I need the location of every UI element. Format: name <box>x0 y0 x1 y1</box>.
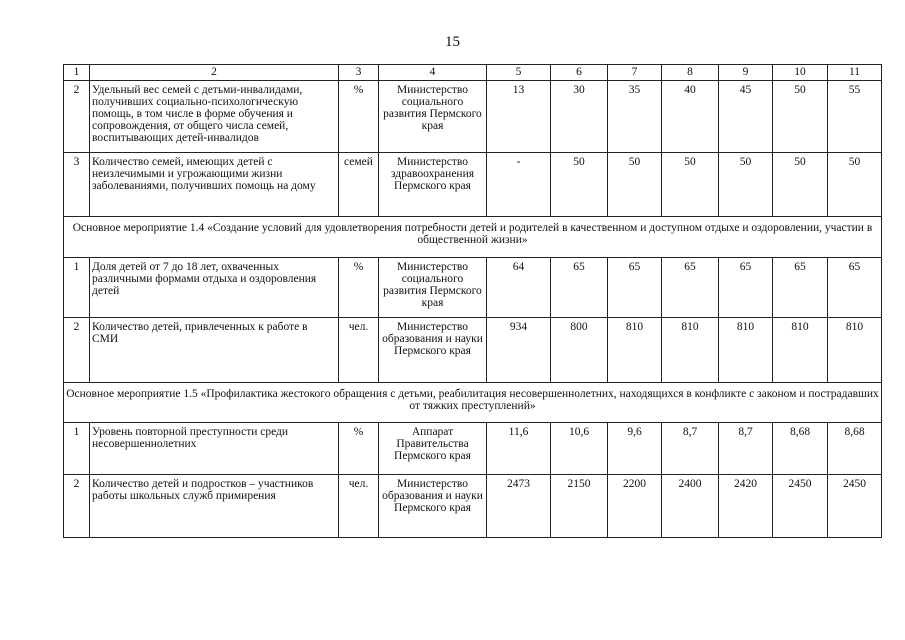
row-number: 2 <box>64 318 90 383</box>
value-cell: - <box>487 153 551 217</box>
column-header: 7 <box>608 65 662 81</box>
value-cell: 55 <box>828 81 882 153</box>
section-title: Основное мероприятие 1.5 «Профилактика жестокого обращения с детьми, реабилитация несовершеннолетних, находящихся в конфликте с законом и пострадавших от тяжких преступлений» <box>64 383 882 423</box>
value-cell: 810 <box>828 318 882 383</box>
value-cell: 65 <box>719 258 773 318</box>
indicator-name: Доля детей от 7 до 18 лет, охваченных различными формами отдыха и оздоровления детей <box>90 258 339 318</box>
column-header: 6 <box>551 65 608 81</box>
responsible-org: Аппарат Правительства Пермского края <box>379 423 487 475</box>
indicator-name: Количество семей, имеющих детей с неизлечимыми и угрожающими жизни заболеваниями, получивших помощь на дому <box>90 153 339 217</box>
section-row <box>64 217 882 258</box>
value-cell: 810 <box>773 318 828 383</box>
column-header: 3 <box>339 65 379 81</box>
value-cell: 50 <box>608 153 662 217</box>
value-cell: 10,6 <box>551 423 608 475</box>
value-cell: 35 <box>608 81 662 153</box>
responsible-org: Министерство социального развития Пермского края <box>379 258 487 318</box>
unit-cell: семей <box>339 153 379 217</box>
indicator-name: Уровень повторной преступности среди несовершеннолетних <box>90 423 339 475</box>
value-cell: 50 <box>719 153 773 217</box>
value-cell: 64 <box>487 258 551 318</box>
table-header-row <box>64 65 882 81</box>
value-cell: 2473 <box>487 475 551 538</box>
value-cell: 13 <box>487 81 551 153</box>
value-cell: 810 <box>662 318 719 383</box>
table-row <box>64 475 882 538</box>
row-number: 1 <box>64 423 90 475</box>
column-header: 1 <box>64 65 90 81</box>
value-cell: 65 <box>662 258 719 318</box>
indicator-name: Количество детей и подростков – участников работы школьных служб примирения <box>90 475 339 538</box>
unit-cell: % <box>339 423 379 475</box>
value-cell: 800 <box>551 318 608 383</box>
value-cell: 8,7 <box>662 423 719 475</box>
value-cell: 2450 <box>828 475 882 538</box>
column-header: 9 <box>719 65 773 81</box>
value-cell: 50 <box>828 153 882 217</box>
value-cell: 934 <box>487 318 551 383</box>
row-number: 2 <box>64 81 90 153</box>
indicator-name: Удельный вес семей с детьми-инвалидами, получивших социально-психологическую помощь, в том числе в форме обучения и сопровождения, от общего числа семей, воспитывающих детей-инвалидов <box>90 81 339 153</box>
unit-cell: % <box>339 81 379 153</box>
value-cell: 50 <box>551 153 608 217</box>
column-header: 4 <box>379 65 487 81</box>
row-number: 2 <box>64 475 90 538</box>
value-cell: 45 <box>719 81 773 153</box>
value-cell: 9,6 <box>608 423 662 475</box>
column-header: 8 <box>662 65 719 81</box>
value-cell: 65 <box>551 258 608 318</box>
value-cell: 810 <box>719 318 773 383</box>
responsible-org: Министерство образования и науки Пермского края <box>379 475 487 538</box>
responsible-org: Министерство социального развития Пермского края <box>379 81 487 153</box>
table-row <box>64 318 882 383</box>
value-cell: 50 <box>773 153 828 217</box>
row-number: 3 <box>64 153 90 217</box>
value-cell: 8,68 <box>773 423 828 475</box>
value-cell: 8,7 <box>719 423 773 475</box>
column-header: 11 <box>828 65 882 81</box>
responsible-org: Министерство здравоохранения Пермского края <box>379 153 487 217</box>
section-row <box>64 383 882 423</box>
column-header: 5 <box>487 65 551 81</box>
table-row <box>64 258 882 318</box>
table-row <box>64 423 882 475</box>
value-cell: 2450 <box>773 475 828 538</box>
value-cell: 65 <box>608 258 662 318</box>
indicators-table <box>63 64 882 538</box>
unit-cell: чел. <box>339 318 379 383</box>
value-cell: 8,68 <box>828 423 882 475</box>
row-number: 1 <box>64 258 90 318</box>
column-header: 10 <box>773 65 828 81</box>
responsible-org: Министерство образования и науки Пермского края <box>379 318 487 383</box>
section-title: Основное мероприятие 1.4 «Создание условий для удовлетворения потребности детей и родителей в качественном и доступном отдыхе и оздоровлении, участии в общественной жизни» <box>64 217 882 258</box>
value-cell: 11,6 <box>487 423 551 475</box>
value-cell: 50 <box>662 153 719 217</box>
value-cell: 40 <box>662 81 719 153</box>
value-cell: 30 <box>551 81 608 153</box>
table-row <box>64 81 882 153</box>
unit-cell: чел. <box>339 475 379 538</box>
value-cell: 810 <box>608 318 662 383</box>
unit-cell: % <box>339 258 379 318</box>
column-header: 2 <box>90 65 339 81</box>
page-number: 15 <box>445 34 460 50</box>
value-cell: 50 <box>773 81 828 153</box>
value-cell: 65 <box>828 258 882 318</box>
indicator-name: Количество детей, привлеченных к работе в СМИ <box>90 318 339 383</box>
value-cell: 2200 <box>608 475 662 538</box>
value-cell: 2400 <box>662 475 719 538</box>
value-cell: 65 <box>773 258 828 318</box>
value-cell: 2420 <box>719 475 773 538</box>
value-cell: 2150 <box>551 475 608 538</box>
table-row <box>64 153 882 217</box>
